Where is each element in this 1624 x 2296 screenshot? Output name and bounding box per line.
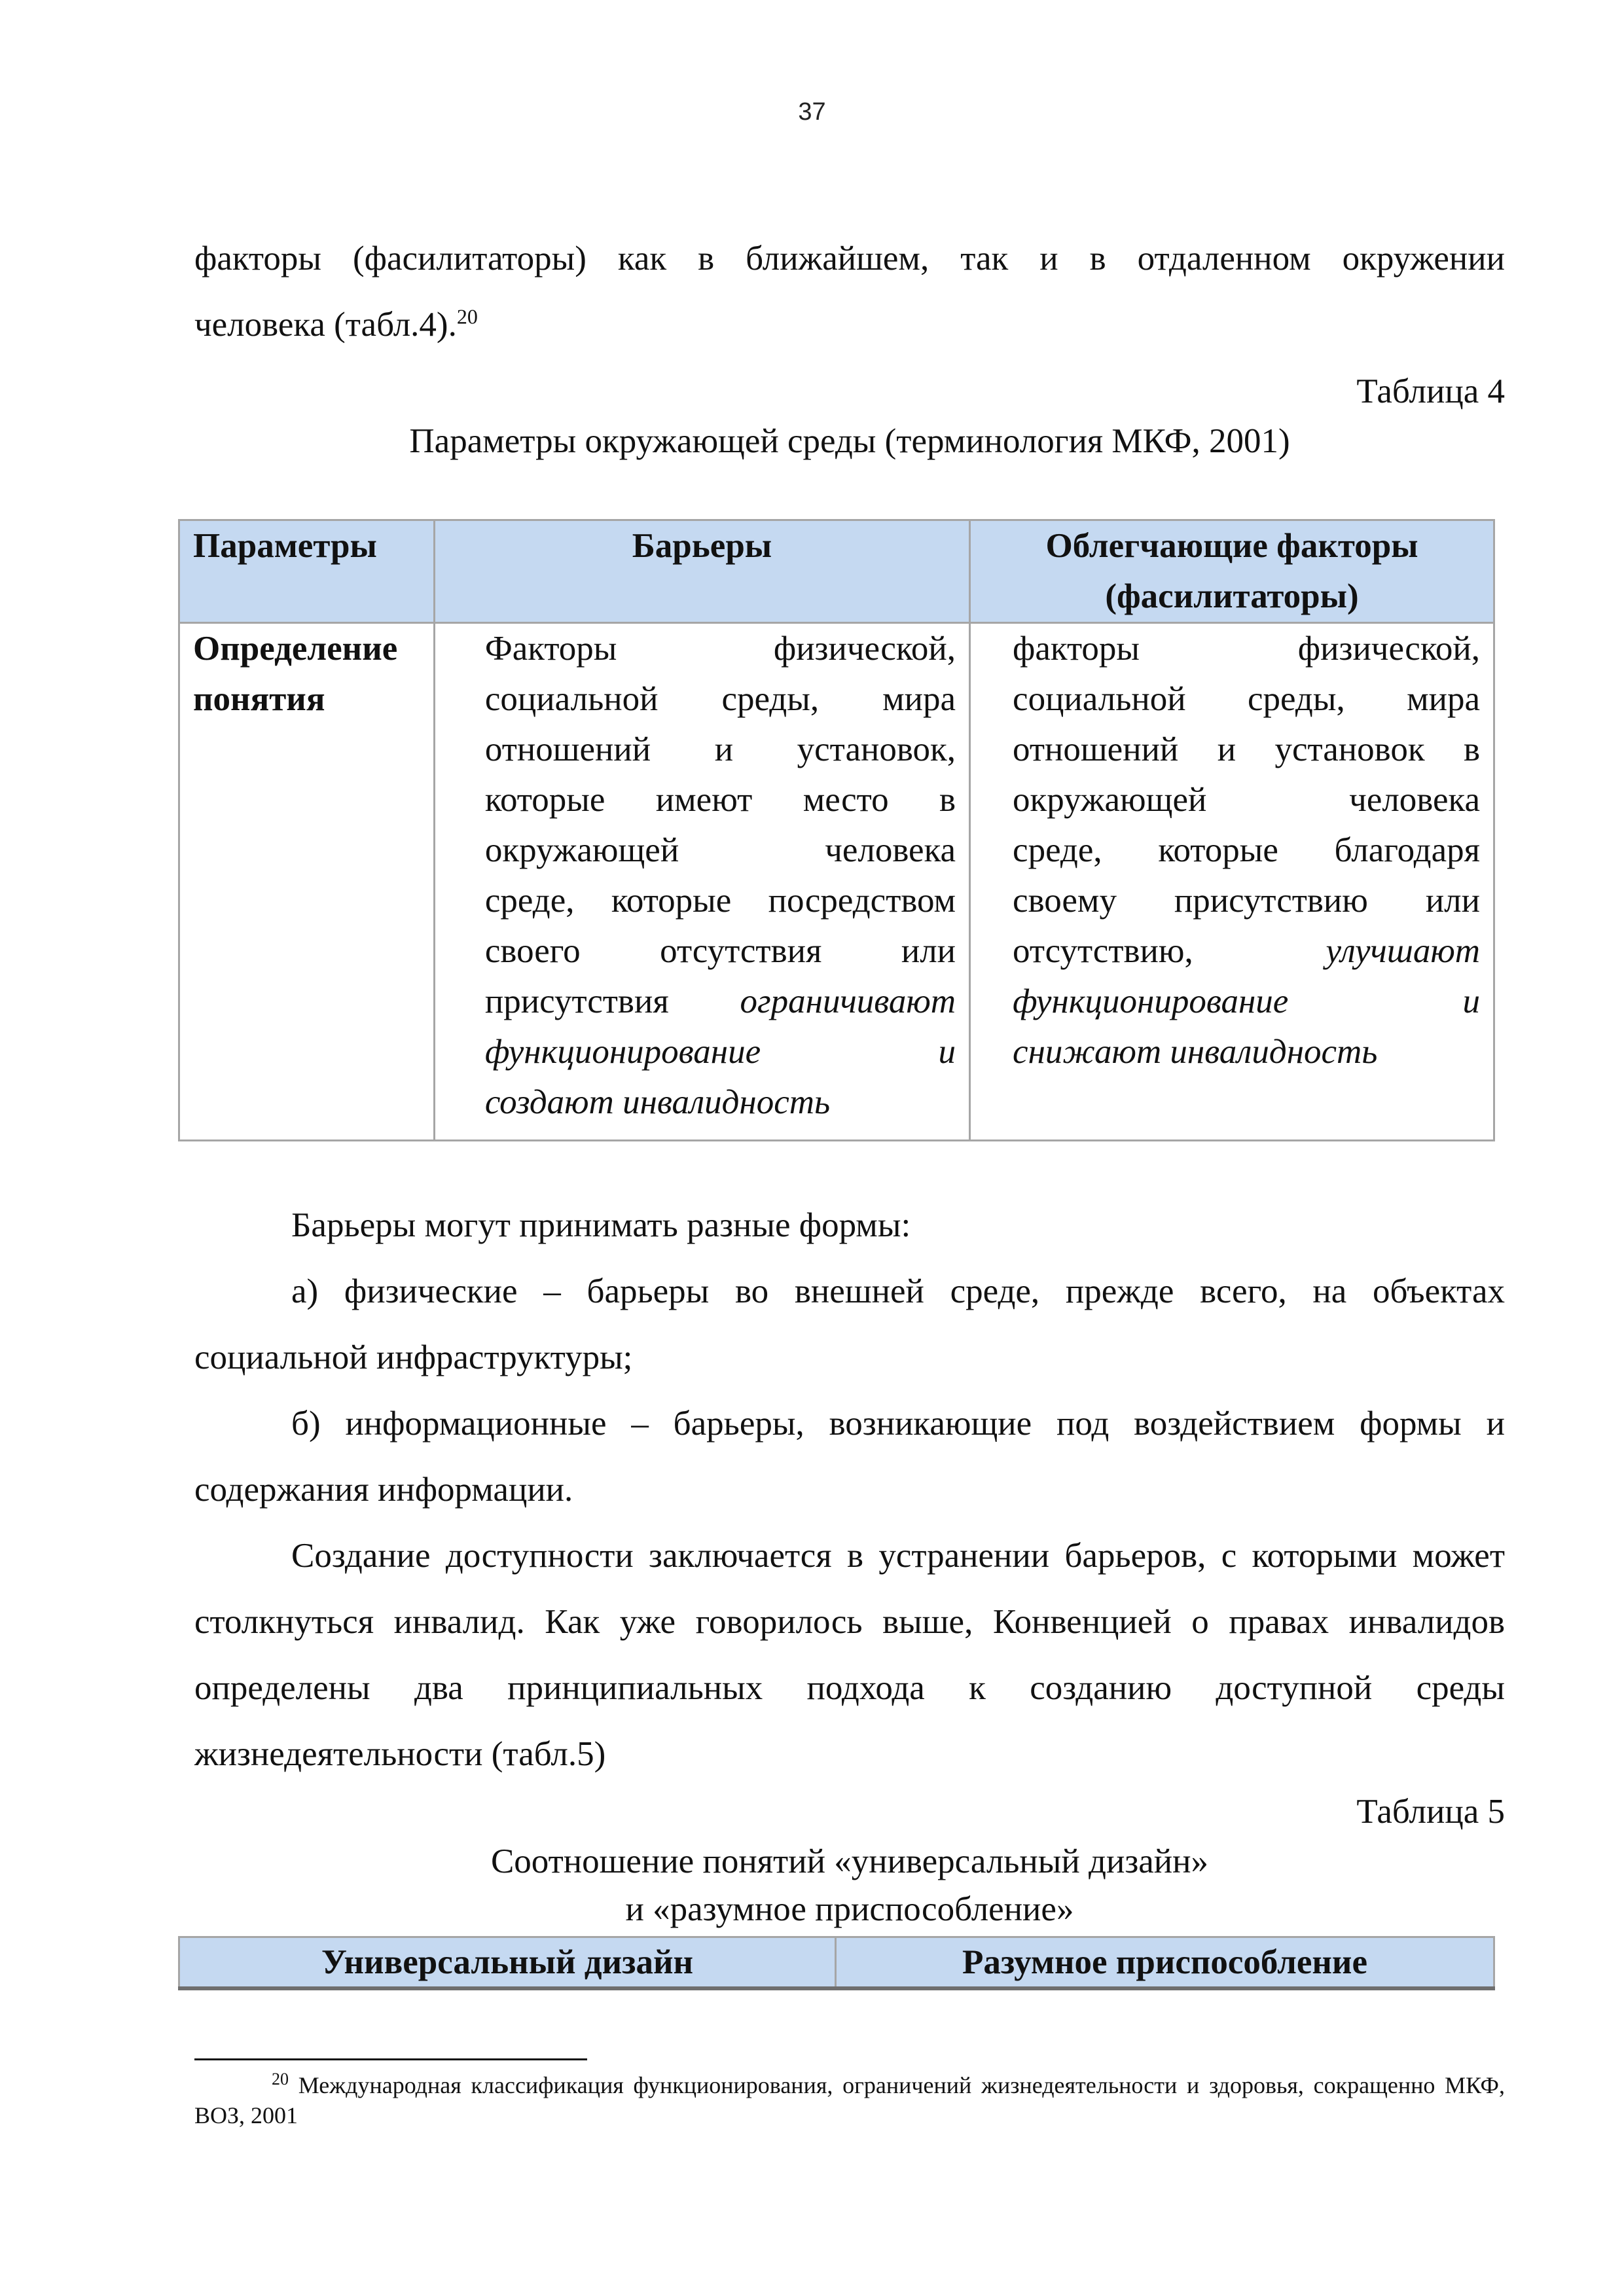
table5-header-reasonable-accommodation: Разумное приспособление <box>836 1937 1494 1989</box>
footnote-text: Международная классификация функционирования, ограничений жизнедеятельности и здоровья, сокращенно МКФ, ВОЗ, 2001 <box>194 2072 1505 2128</box>
facilitators-line: факторы физической, <box>1013 630 1480 668</box>
footnote-ref: 20 <box>456 304 478 329</box>
table4-row-definition <box>179 623 1494 1141</box>
table4-title: Параметры окружающей среды (терминология МКФ, 2001) <box>409 422 1290 460</box>
facilitators-line: среде, которые благодаря <box>1013 831 1480 869</box>
table5 <box>178 1936 1495 1990</box>
barriers-italic-3: создают инвалидность <box>484 1083 831 1121</box>
intro-line-2-text: человека (табл.4). <box>194 306 457 344</box>
table5-header-row <box>179 1937 1494 1989</box>
barriers-line: которые имеют место в <box>484 781 956 819</box>
table4-facilitators-cell <box>970 623 1494 1141</box>
facilitators-line: социальной среды, мира <box>1013 680 1480 718</box>
barriers-italic-1: ограничивают <box>740 982 956 1020</box>
body-paragraph-3: б) информационные – барьеры, возникающие под воздействием формы и содержания информации. <box>194 1405 1505 1509</box>
table5-title-line2: и «разумное приспособление» <box>625 1890 1074 1928</box>
barriers-line: окружающей человека <box>484 831 956 869</box>
facilitators-italic-1: улучшают <box>1326 932 1480 970</box>
footnote <box>194 2070 1505 2130</box>
table5-label: Таблица 5 <box>1356 1793 1505 1831</box>
facilitators-line: своему присутствию или <box>1013 882 1480 920</box>
barriers-line: среде, которые посредством <box>484 882 956 920</box>
footnote-number: 20 <box>272 2070 289 2089</box>
body-paragraph-2: а) физические – барьеры во внешней среде, прежде всего, на объектах социальной инфраструктуры; <box>194 1272 1505 1376</box>
body-paragraph-4: Создание доступности заключается в устранении барьеров, с которыми может столкнуться инвалид. Как уже говорилось выше, Конвенцией о правах инвалидов определены два принципиальных подхода к созданию доступной среды жизнедеятельности (табл.5) <box>194 1537 1505 1773</box>
table4-header-barriers: Барьеры <box>434 520 969 623</box>
barriers-line: отношений и установок, <box>484 730 956 768</box>
table4-header-facilitators-line2: (фасилитаторы) <box>1105 577 1359 615</box>
footnote-separator <box>194 2058 587 2060</box>
table4-row-name-line1: Определение <box>193 630 398 668</box>
table4 <box>178 519 1495 1141</box>
body-paragraph-1: Барьеры могут принимать разные формы: <box>291 1206 911 1244</box>
table4-header-row <box>179 520 1494 623</box>
table4-row-name-line2: понятия <box>193 680 325 718</box>
table4-header-facilitators-line1: Облегчающие факторы <box>1045 527 1418 565</box>
table4-row-name <box>179 623 435 1141</box>
barriers-line <box>485 977 956 1027</box>
table4-header-param: Параметры <box>179 520 435 623</box>
barriers-line: социальной среды, мира <box>484 680 956 718</box>
intro-line-1: факторы (фасилитаторы) как в ближайшем, так и в отдаленном окружении <box>194 240 1505 278</box>
intro-line-2 <box>194 292 1505 358</box>
facilitators-pre-italic: отсутствию, <box>1013 932 1326 970</box>
table5-header-universal-design: Универсальный дизайн <box>179 1937 836 1989</box>
table4-label: Таблица 4 <box>1356 372 1505 410</box>
page-number: 37 <box>798 98 826 126</box>
barriers-italic-2: функционирование и <box>484 1033 956 1071</box>
facilitators-italic-2: функционирование и <box>1013 982 1480 1020</box>
table5-title-line1: Соотношение понятий «универсальный дизайн» <box>490 1842 1209 1880</box>
barriers-pre-italic: присутствия <box>484 982 740 1020</box>
barriers-line: своего отсутствия или <box>484 932 956 970</box>
facilitators-italic-3: снижают инвалидность <box>1013 1033 1378 1071</box>
facilitators-line: окружающей человека <box>1013 781 1480 819</box>
facilitators-line <box>1013 926 1480 977</box>
barriers-line: Факторы физической, <box>484 630 956 668</box>
table4-header-facilitators <box>970 520 1494 623</box>
facilitators-line: отношений и установок в <box>1013 730 1480 768</box>
table4-barriers-cell <box>434 623 969 1141</box>
